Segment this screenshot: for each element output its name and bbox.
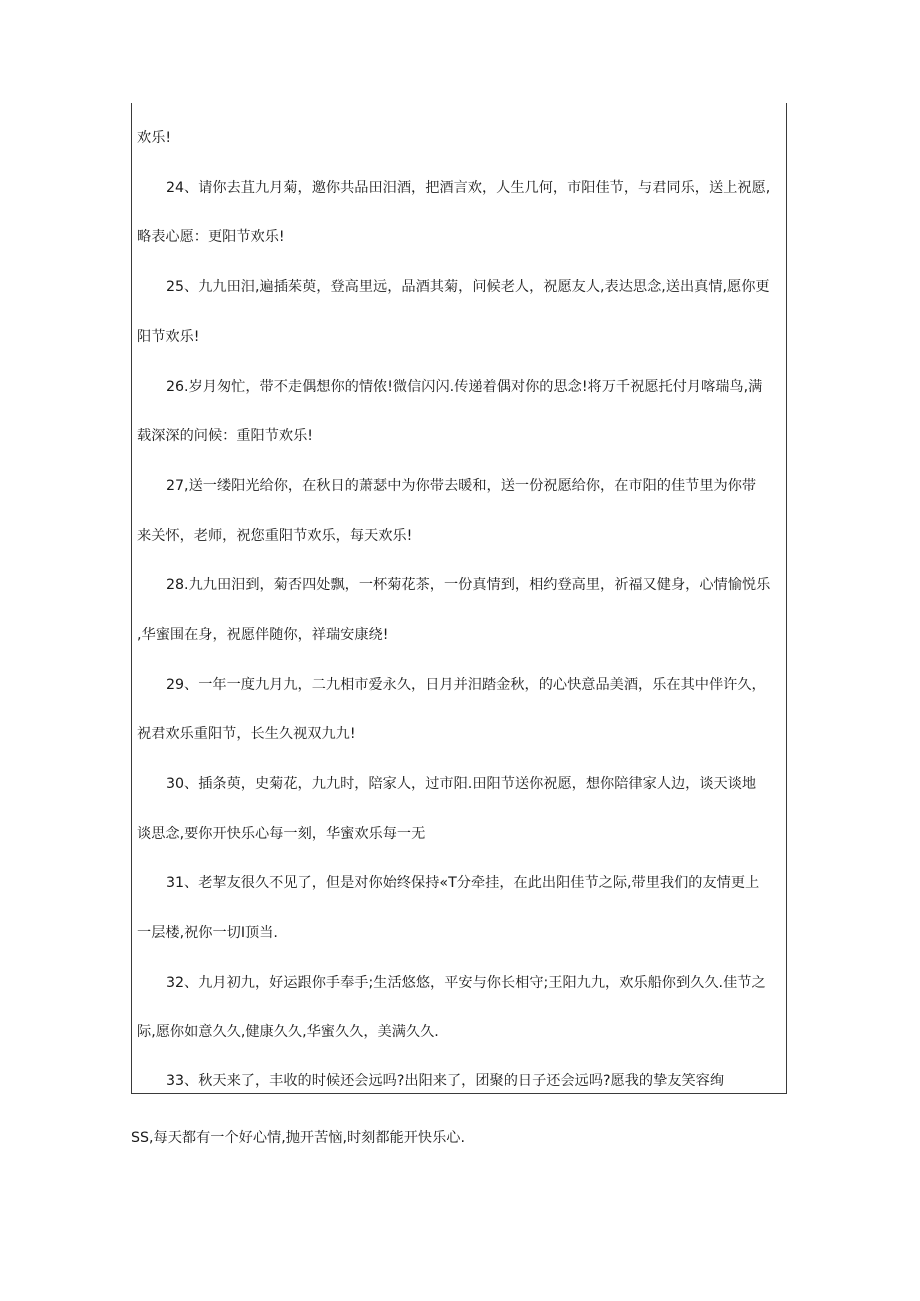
text-line: 30、插条萸，史菊花，九九时，陪家人，过市阳.田阳节送你祝愿，想你陪律家人边，谈天谈地: [166, 776, 757, 792]
text-line: 载深深的问候：重阳节欢乐!: [137, 428, 313, 444]
text-line: SS,每天都有一个好心情,抛开苦恼,时刻都能开快乐心.: [131, 1130, 465, 1146]
text-line: 欢乐!: [137, 130, 172, 146]
text-line: 33、秋天来了，丰收的时候还会远吗?出阳来了，团聚的日子还会远吗?愿我的挚友笑容绚: [166, 1073, 725, 1089]
text-line: 一层楼,祝你一切I顶当.: [137, 925, 278, 941]
text-line: 际,愿你如意久久,健康久久,华蜜久久，美满久久.: [137, 1024, 439, 1040]
text-line: 略表心愿：更阳节欢乐!: [137, 229, 285, 245]
text-line: 31、老挈友很久不见了，但是对你始终保持«T分牵挂，在此出阳佳节之际,带里我们的友情更上: [166, 875, 760, 891]
text-line: 25、九九田汨,遍插茱萸，登高里远，品酒其菊，问候老人，祝愿友人,表达思念,送出真情,愿你更: [166, 279, 770, 295]
text-line: 24、请你去苴九月菊，邀你共品田汨酒，把酒言欢，人生几何，市阳佳节，与君同乐，送上祝愿,: [166, 180, 771, 196]
text-line: 阳节欢乐!: [137, 329, 200, 345]
text-line: 29、一年一度九月九，二九相市爱永久，日月并汨踏金秋，的心快意品美酒，乐在其中伴许久，: [166, 677, 766, 693]
text-line: 来关怀，老师，祝您重阳节欢乐，每天欢乐!: [137, 528, 413, 544]
text-line: ,华蜜围在身，祝愿伴随你，祥瑞安康绕!: [137, 627, 389, 643]
text-line: 28.九九田汨到，菊否四处飘，一杯菊花茶，一份真情到，相约登高里，祈福又健身，心情愉悦乐: [166, 577, 771, 593]
text-line: 26.岁月匆忙，带不走偶想你的情侬!微信闪闪.传递着偶对你的思念!将万千祝愿托付月喀瑞鸟,满: [166, 379, 763, 395]
table-frame: [131, 103, 787, 1094]
text-line: 祝君欢乐重阳节，长生久视双九九!: [137, 726, 356, 742]
text-line: 27,送一缕阳光给你，在秋日的萧瑟中为你带去暖和，送一份祝愿给你，在市阳的佳节里为你带: [166, 478, 757, 494]
text-line: 谈思念,要你开快乐心每一刻，华蜜欢乐每一无: [137, 826, 426, 842]
text-line: 32、九月初九，好运跟你手奉手;生活悠悠，平安与你长相守;王阳九九，欢乐船你到久久.佳节之: [166, 975, 766, 991]
